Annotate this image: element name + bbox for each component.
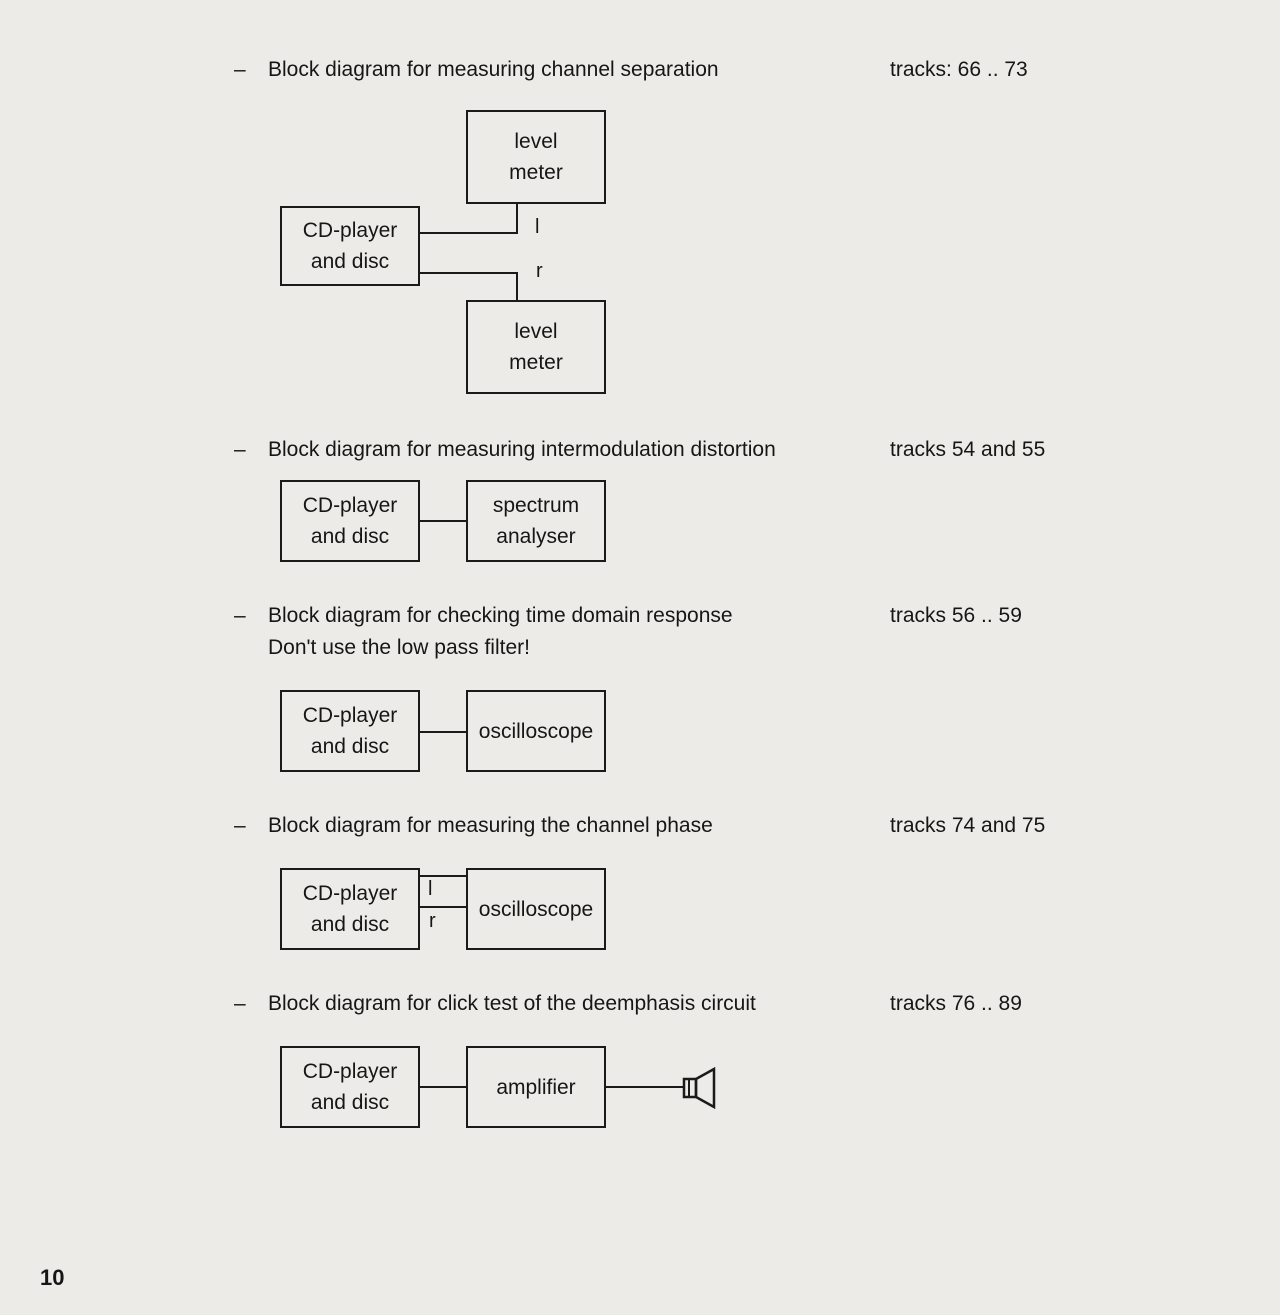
section-tracks-intermodulation: tracks 54 and 55 [890, 438, 1046, 461]
wire-to-speaker [606, 1086, 684, 1088]
wire-left-channel [420, 232, 518, 234]
spectrum-analyser-block: spectrum analyser [466, 480, 606, 562]
bullet-dash: – [234, 814, 246, 837]
section-title-channel-separation: Block diagram for measuring channel separation [268, 58, 719, 81]
amplifier-block: amplifier [466, 1046, 606, 1128]
section-tracks-time-domain: tracks 56 .. 59 [890, 604, 1022, 627]
section-title-time-domain: Block diagram for checking time domain response [268, 604, 733, 627]
cd-player-block: CD-player and disc [280, 206, 420, 286]
wire-connection [420, 520, 466, 522]
section-title-intermodulation: Block diagram for measuring intermodulation distortion [268, 438, 776, 461]
section-tracks-channel-phase: tracks 74 and 75 [890, 814, 1046, 837]
label-left-channel: l [535, 216, 540, 238]
bullet-dash: – [234, 604, 246, 627]
cd-player-block: CD-player and disc [280, 690, 420, 772]
cd-player-block: CD-player and disc [280, 1046, 420, 1128]
wire-right-channel [420, 272, 518, 274]
oscilloscope-block: oscilloscope [466, 690, 606, 772]
wire-left-channel [420, 875, 466, 877]
level-meter-left-block: level meter [466, 110, 606, 204]
page-number: 10 [40, 1265, 65, 1290]
level-meter-right-block: level meter [466, 300, 606, 394]
wire-connection [420, 731, 466, 733]
oscilloscope-block: oscilloscope [466, 868, 606, 950]
label-right-channel: r [429, 910, 436, 932]
label-right-channel: r [536, 260, 543, 282]
bullet-dash: – [234, 58, 246, 81]
bullet-dash: – [234, 992, 246, 1015]
loudspeaker-icon [682, 1066, 722, 1110]
section-title-channel-phase: Block diagram for measuring the channel phase [268, 814, 713, 837]
wire-right-channel-drop [516, 272, 518, 300]
wire-connection [420, 1086, 466, 1088]
section-tracks-click-test: tracks 76 .. 89 [890, 992, 1022, 1015]
cd-player-block: CD-player and disc [280, 868, 420, 950]
section-note-low-pass: Don't use the low pass filter! [268, 636, 530, 659]
wire-left-channel-riser [516, 204, 518, 234]
section-title-click-test: Block diagram for click test of the deemphasis circuit [268, 992, 756, 1015]
label-left-channel: l [428, 878, 433, 900]
cd-player-block: CD-player and disc [280, 480, 420, 562]
bullet-dash: – [234, 438, 246, 461]
section-tracks-channel-separation: tracks: 66 .. 73 [890, 58, 1028, 81]
wire-right-channel [420, 906, 466, 908]
